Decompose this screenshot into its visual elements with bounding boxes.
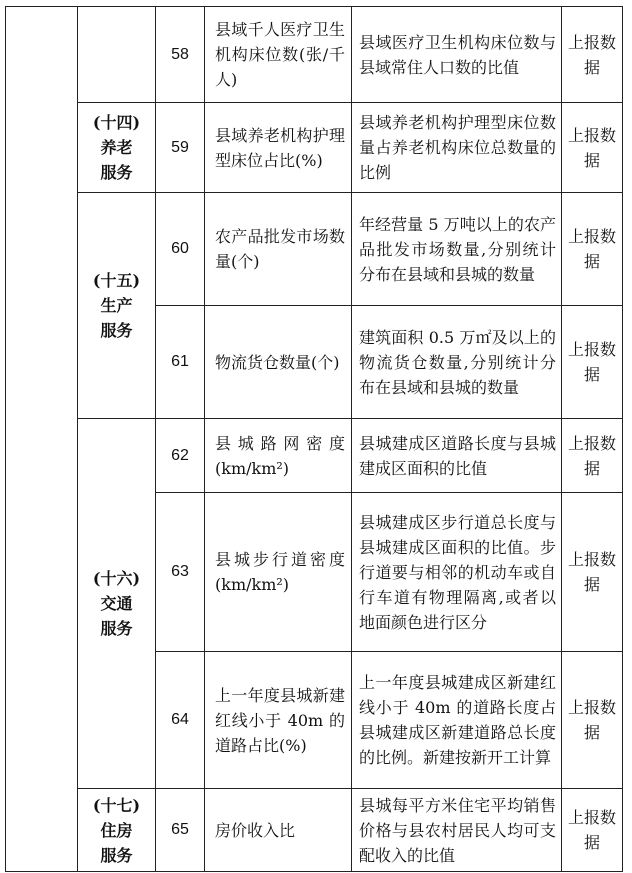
indicator-name: 县域养老机构护理型床位占比(%) — [205, 103, 352, 193]
indicator-name: 房价收入比 — [205, 789, 352, 872]
row-number: 59 — [156, 103, 205, 193]
indicator-name: 县城路网密度(km/km²) — [205, 419, 352, 493]
table-row — [6, 7, 623, 103]
row-number: 60 — [156, 193, 205, 306]
data-source: 上报数据 — [562, 419, 623, 493]
indicator-description: 县域养老机构护理型床位数量占养老机构床位总数量的比例 — [352, 103, 562, 193]
indicator-name: 上一年度县城新建红线小于 40m 的道路占比(%) — [205, 652, 352, 789]
category-transportation: (十六) 交通 服务 — [78, 419, 156, 789]
indicator-table — [5, 6, 623, 872]
indicator-name: 县域千人医疗卫生机构床位数(张/千人) — [205, 7, 352, 103]
table-row — [6, 419, 623, 493]
indicator-description: 上一年度县城建成区新建红线小于 40m 的道路长度占县城建成区新建道路总长度的比例。新建按新开工计算 — [352, 652, 562, 789]
indicator-name: 物流货仓数量(个) — [205, 306, 352, 419]
indicator-description: 年经营量 5 万吨以上的农产品批发市场数量,分别统计分布在县域和县城的数量 — [352, 193, 562, 306]
category-housing: (十七) 住房 服务 — [78, 789, 156, 872]
indicator-description: 建筑面积 0.5 万㎡及以上的物流货仓数量,分别统计分布在县域和县城的数量 — [352, 306, 562, 419]
table-row — [6, 789, 623, 872]
indicator-description: 县城建成区步行道总长度与县城建成区面积的比值。步行道要与相邻的机动车或自行车道有物理隔离,或者以地面颜色进行区分 — [352, 493, 562, 652]
data-source: 上报数据 — [562, 7, 623, 103]
data-source: 上报数据 — [562, 789, 623, 872]
data-source: 上报数据 — [562, 493, 623, 652]
table-row — [6, 103, 623, 193]
section-outer-cell — [6, 7, 78, 872]
row-number: 64 — [156, 652, 205, 789]
row-number: 63 — [156, 493, 205, 652]
indicator-name: 县城步行道密度(km/km²) — [205, 493, 352, 652]
category-production-services: (十五) 生产 服务 — [78, 193, 156, 419]
row-number: 62 — [156, 419, 205, 493]
row-number: 65 — [156, 789, 205, 872]
row-number: 58 — [156, 7, 205, 103]
indicator-description: 县域医疗卫生机构床位数与县域常住人口数的比值 — [352, 7, 562, 103]
indicator-description: 县城建成区道路长度与县城建成区面积的比值 — [352, 419, 562, 493]
category-elderly-care: (十四) 养老 服务 — [78, 103, 156, 193]
data-source: 上报数据 — [562, 103, 623, 193]
data-source: 上报数据 — [562, 193, 623, 306]
data-source: 上报数据 — [562, 652, 623, 789]
table-row — [6, 193, 623, 306]
row-number: 61 — [156, 306, 205, 419]
indicator-description: 县城每平方米住宅平均销售价格与县农村居民人均可支配收入的比值 — [352, 789, 562, 872]
data-source: 上报数据 — [562, 306, 623, 419]
category-cell-continued — [78, 7, 156, 103]
indicator-name: 农产品批发市场数量(个) — [205, 193, 352, 306]
